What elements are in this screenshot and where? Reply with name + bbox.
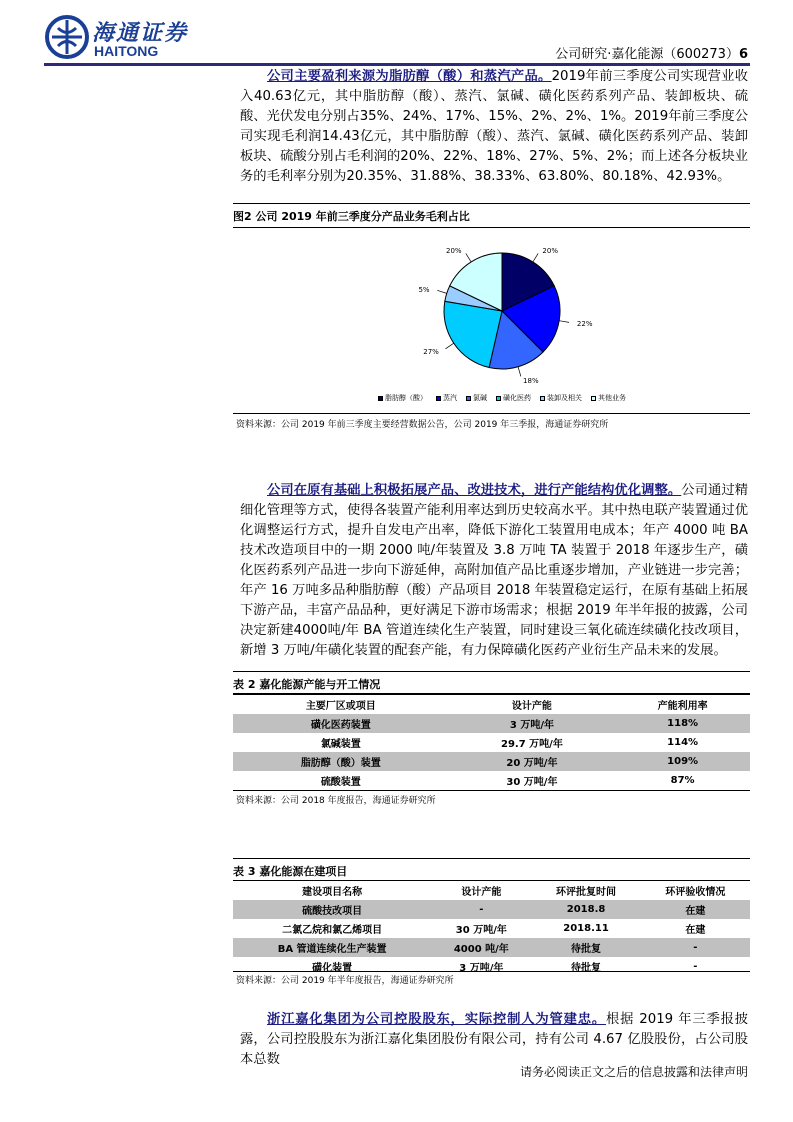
cell: 3 万吨/年 <box>459 963 504 974</box>
figure-bottom-rule <box>233 413 750 414</box>
table-row <box>233 938 750 957</box>
table2-top-rule <box>233 671 750 672</box>
legend-label: 其他业务 <box>598 394 626 402</box>
paragraph-text: 2019年前三季度公司实现营业收入40.63亿元，其中脂肪醇（酸）、蒸汽、氯碱、磺化医药系列产品、装卸板块、硫酸、光伏发电分别占35%、24%、17%、15%、2%、2%、1%。2019年前三季度公司实现毛利润14.43亿元，其中脂肪醇（酸）、蒸汽、氯碱、磺化医药系列产品、装卸板块、硫酸分别占毛利润的20%、22%、18%、27%、5%、2%；而上述各分板块业务的毛利率分别为20.35%、31.88%、38.33%、63.80%、80.18%、42.93%。 <box>240 69 749 184</box>
paragraph-revenue <box>240 67 748 187</box>
cell: 114% <box>667 737 699 748</box>
cell: 在建 <box>685 925 706 936</box>
legend-swatch <box>496 396 501 401</box>
leader-line <box>445 343 453 349</box>
header-section <box>555 43 748 62</box>
table-header-row <box>233 695 750 714</box>
logo-text-en: HAITONG <box>94 43 159 59</box>
figure-title-rule <box>233 227 750 228</box>
table-row <box>233 900 750 919</box>
legend-label: 氯碱 <box>473 394 487 402</box>
cell: 30 万吨/年 <box>455 925 507 936</box>
cell: 待批复 <box>571 963 602 974</box>
legend-swatch <box>436 396 441 401</box>
cell: 2018.8 <box>531 900 640 919</box>
table-row <box>233 919 750 938</box>
cell: BA 管道连续化生产装置 <box>233 938 431 957</box>
table2-bottom-rule <box>233 790 750 791</box>
data-label: 27% <box>423 348 439 357</box>
legend-label: 脂肪醇（酸） <box>385 394 427 402</box>
table2-title: 表 2 嘉化能源产能与开工情况 <box>233 678 381 691</box>
cell: 硫酸技改项目 <box>233 900 431 919</box>
header-cell: 产能利用率 <box>657 701 708 712</box>
header-cell: 设计产能 <box>461 887 502 898</box>
section-title: 公司研究·嘉化能源（600273） <box>555 47 739 62</box>
cell: 4000 吨/年 <box>431 938 531 957</box>
header-cell: 建设项目名称 <box>302 887 363 898</box>
legend-item <box>496 393 531 403</box>
cell: 109% <box>615 752 750 771</box>
legend-item <box>540 393 582 403</box>
table-row <box>233 733 750 752</box>
cell: 2018.11 <box>563 923 609 934</box>
table3-top-rule <box>233 858 750 859</box>
cell: 待批复 <box>531 938 640 957</box>
cell: - <box>641 938 750 957</box>
data-label: 5% <box>418 286 430 295</box>
header-cell: 设计产能 <box>511 701 552 712</box>
leader-line <box>437 290 447 293</box>
cell: 3 万吨/年 <box>449 714 616 733</box>
footer-disclaimer: 请务必阅读正文之后的信息披露和法律声明 <box>519 1065 748 1079</box>
header-cell: 环评验收情况 <box>665 887 726 898</box>
table-row <box>233 714 750 733</box>
leader-line <box>466 253 471 261</box>
legend-item <box>591 393 626 403</box>
legend-label: 蒸汽 <box>443 394 457 402</box>
cell: 硫酸装置 <box>320 777 361 788</box>
table-header-row <box>233 881 750 900</box>
chart-legend <box>378 393 626 403</box>
table2-source: 资料来源：公司 2018 年度报告，海通证券研究所 <box>236 796 436 806</box>
pie-chart <box>380 235 630 390</box>
data-label: 22% <box>576 320 593 329</box>
paragraph-text: 根据 2019 年三季报披露，公司控股股东为浙江嘉化集团股份有限公司，持有公司 4.67 亿股股份，占公司股本总数 <box>240 1012 748 1067</box>
leader-line <box>518 367 521 377</box>
cell: - <box>431 900 531 919</box>
figure-title: 图2 公司 2019 年前三季度分产品业务毛利占比 <box>233 210 470 223</box>
table-row <box>233 771 750 790</box>
cell: - <box>693 961 698 972</box>
legend-label: 装卸及相关 <box>547 394 582 402</box>
header-divider <box>44 63 750 66</box>
data-label: 20% <box>446 247 462 256</box>
paragraph-optimization <box>240 481 748 661</box>
paragraph-lead: 浙江嘉化集团为公司控股股东，实际控制人为管建忠。 <box>267 1012 606 1027</box>
paragraph-lead: 公司在原有基础上积极拓展产品、改进技术，进行产能结构优化调整。 <box>267 483 682 498</box>
legend-label: 磺化医药 <box>503 394 531 402</box>
paragraph-text: 公司通过精细化管理等方式，使得各装置产能利用率达到历史较高水平。其中热电联产装置通过优化调整运行方式，提升自发电产出率，降低下游化工装置用电成本；年产 4000 吨 BA 技术改造项目中的一期 2000 吨/年装置及 3.8 万吨 TA 装置于 2018 年逐步生产，磺化医药系列产品进一步向下游延伸，高附加值产品比重逐步增加，产业链进一步完善；年产 16 万吨多品种脂肪醇（酸）产品项目 2018 年装置稳定运行，在原有基础上拓展下游产品，丰富产品品种，更好满足下游市场需求；根据 2019 年半年报的披露，公司决定新建4000吨/年 BA 管道连续化生产装置，同时建设三氧化硫连续磺化技改项目，新增 3 万吨/年磺化装置的配套产能，有力保障磺化医药产业衍生产品未来的发展。 <box>240 483 749 658</box>
table2 <box>233 695 750 790</box>
cell: 118% <box>615 714 750 733</box>
legend-swatch <box>591 396 596 401</box>
cell: 87% <box>670 775 695 786</box>
legend-item <box>466 393 487 403</box>
table3 <box>233 881 750 976</box>
data-label: 18% <box>523 377 539 386</box>
cell: 20 万吨/年 <box>449 752 616 771</box>
cell: 氯碱装置 <box>320 739 361 750</box>
leader-line <box>559 321 569 323</box>
cell: 在建 <box>641 900 750 919</box>
table-row <box>233 752 750 771</box>
cell: 二氯乙烷和氯乙烯项目 <box>282 925 383 936</box>
table3-title: 表 3 嘉化能源在建项目 <box>233 865 348 878</box>
legend-swatch <box>378 396 383 401</box>
data-label: 20% <box>542 247 558 256</box>
legend-swatch <box>466 396 471 401</box>
table3-source: 资料来源：公司 2019 年半年度报告，海通证券研究所 <box>236 976 454 986</box>
header-cell: 环评批复时间 <box>556 887 617 898</box>
haitong-logo-icon <box>44 14 90 60</box>
cell: 30 万吨/年 <box>506 777 558 788</box>
paragraph-lead: 公司主要盈利来源为脂肪醇（酸）和蒸汽产品。 <box>267 69 552 84</box>
figure-top-rule <box>233 203 750 204</box>
page-number: 6 <box>738 47 748 62</box>
paragraph-shareholder <box>240 1010 748 1070</box>
leader-line <box>533 253 538 261</box>
cell: 脂肪醇（酸）装置 <box>233 752 449 771</box>
legend-item <box>378 393 427 403</box>
logo-text-cn: 海通证券 <box>92 20 189 46</box>
cell: 磺化装置 <box>312 963 353 974</box>
legend-swatch <box>540 396 545 401</box>
table3-bottom-rule <box>233 971 750 972</box>
cell: 磺化医药装置 <box>233 714 449 733</box>
legend-item <box>436 393 457 403</box>
figure-source: 资料来源：公司 2019 年前三季度主要经营数据公告，公司 2019 年三季报，海通证券研究所 <box>236 420 609 430</box>
cell: 29.7 万吨/年 <box>501 739 563 750</box>
header-cell: 主要厂区或项目 <box>305 701 376 712</box>
